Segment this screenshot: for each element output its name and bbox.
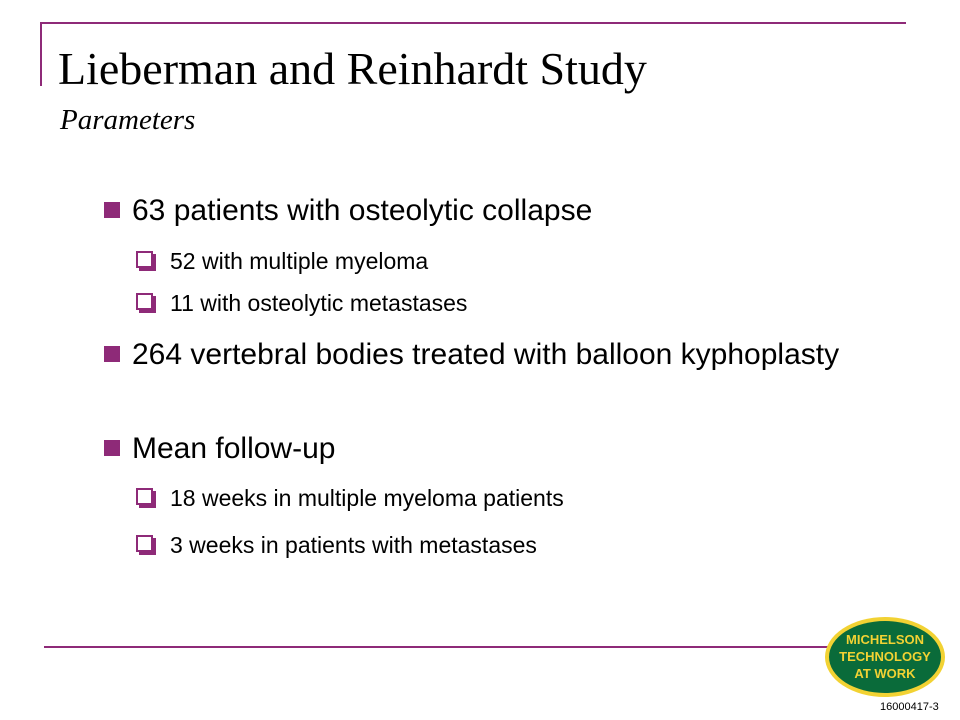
bullet-text: 52 with multiple myeloma: [170, 248, 429, 274]
slide-title: Lieberman and Reinhardt Study: [58, 43, 647, 94]
logo-line-3: AT WORK: [854, 666, 916, 681]
bullet-text: 3 weeks in patients with metastases: [170, 532, 537, 558]
bottom-rule: [44, 646, 834, 648]
michelson-logo: [822, 614, 948, 700]
checkbox-bullet-icon: [136, 488, 153, 505]
bullet-text: Mean follow-up: [132, 432, 336, 465]
logo-line-2: TECHNOLOGY: [839, 649, 931, 664]
checkbox-bullet-icon: [136, 535, 153, 552]
slide-code: 16000417-3: [880, 701, 939, 713]
bullet-text: 264 vertebral bodies treated with balloon kyphoplasty: [132, 338, 840, 371]
slide-subtitle: Parameters: [60, 104, 196, 136]
checkbox-bullet-icon: [136, 251, 153, 268]
bullet-text: 63 patients with osteolytic collapse: [132, 194, 593, 227]
logo-line-1: MICHELSON: [846, 632, 924, 647]
checkbox-bullet-icon: [136, 293, 153, 310]
bullet-text: 11 with osteolytic metastases: [170, 290, 468, 316]
square-bullet-icon: [104, 202, 120, 218]
bullet-text: 18 weeks in multiple myeloma patients: [170, 485, 564, 511]
square-bullet-icon: [104, 346, 120, 362]
square-bullet-icon: [104, 440, 120, 456]
